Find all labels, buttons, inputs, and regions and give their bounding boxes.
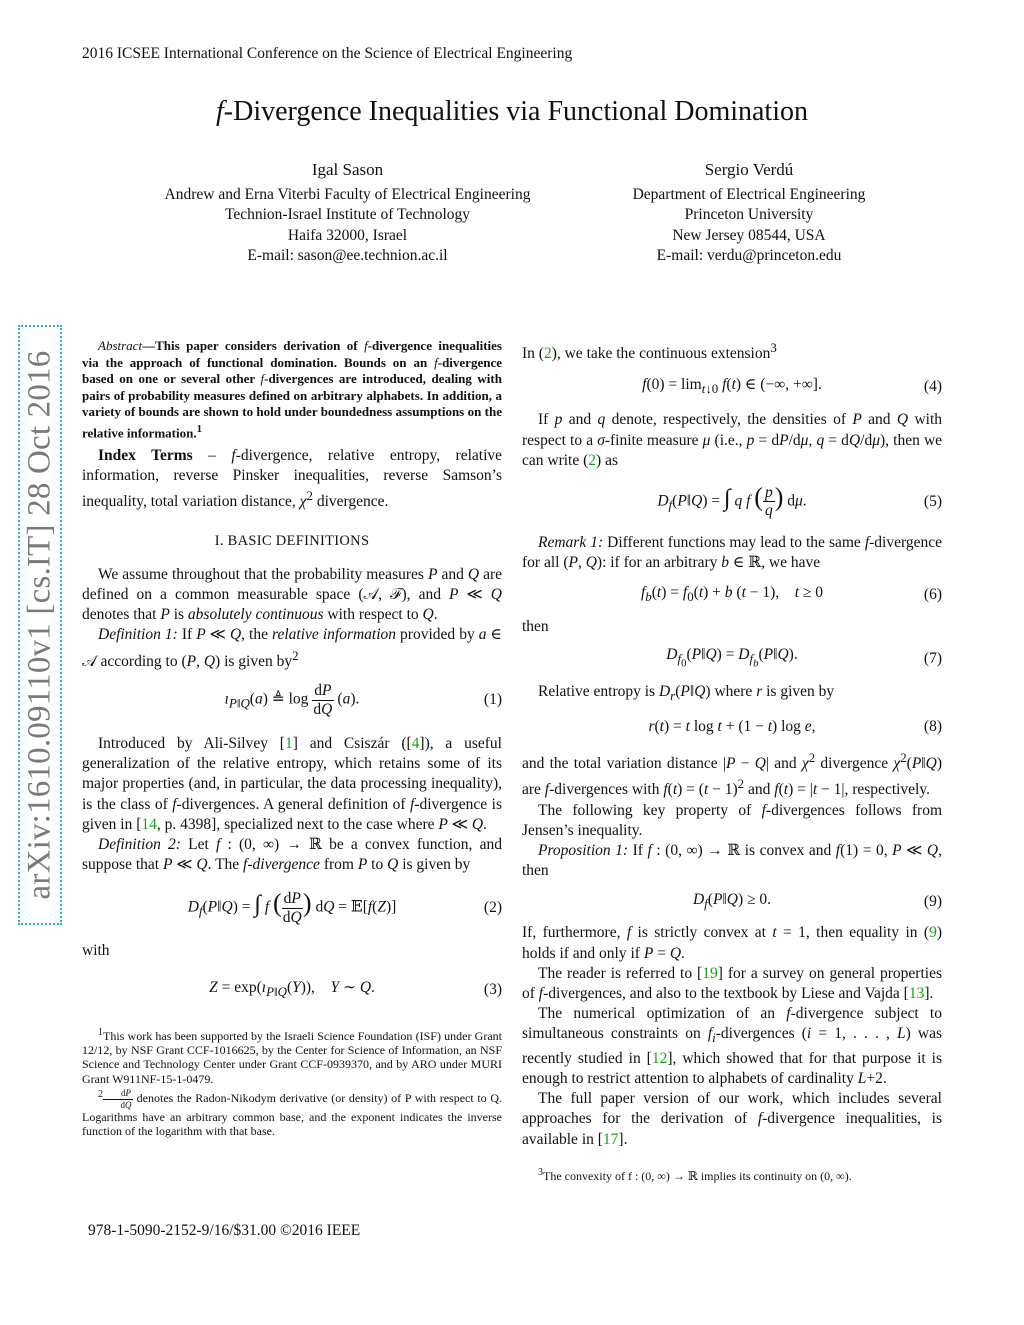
author-address: New Jersey 08544, USA — [672, 226, 826, 244]
equation-9: $D_f(P‖Q) \ge 0$. (9) — [692, 891, 942, 912]
remark-1: Remark 1: Different functions may lead to the same f-divergence for all (P, Q): if for an arbitrary b ∈ ℝ, we have — [522, 533, 942, 572]
right-column — [522, 338, 942, 1183]
section-heading: I. BASIC DEFINITIONS — [214, 532, 370, 549]
paragraph: and the total variation distance |P − Q| and $\chi^2$ divergence $\chi^2(P‖Q)$ are f-divergences with $f(t) = (t - 1)^2$ and f(t) = |t − 1|, respectively. — [522, 749, 943, 799]
author-affiliation: Technion-Israel Institute of Technology — [224, 206, 471, 223]
left-column — [82, 338, 502, 1138]
paragraph: We assume throughout that the probability measures P and Q are defined on a common measurable space (𝒜, ℱ), and P ≪ Q denotes that P is absolutely continuous with respect to Q. — [82, 565, 503, 624]
paragraph: The numerical optimization of an f-divergence subject to simultaneous constraints on $f_i$-divergences (i = 1, . . . , L) was recently studied in [12], which showed that for that purpose it is enough to restrict attention to alphabets of cardinality L+2. — [522, 1005, 943, 1087]
equation-number: (7) — [923, 650, 942, 668]
paragraph: If p and q denote, respectively, the densities of P and Q with respect to a σ-finite measure μ (i.e., p = dP/dμ, q = dQ/dμ), then we can write (2) as — [522, 411, 943, 469]
author-affiliation: Princeton University — [684, 206, 814, 223]
equation-1: $ı_{P‖Q}(a)$ ≜ log $\frac{dP}{dQ}$ (a). (1) — [224, 682, 502, 718]
definition-1: Definition 1: If P ≪ Q, the relative information provided by a ∈ 𝒜 according to (P, Q) is given $by^2$ — [82, 626, 502, 670]
paragraph: then — [522, 618, 549, 636]
equation-3: $Z = \exp(ı_{P‖Q}(Y))$, Y ∼ Q. (3) — [209, 978, 502, 999]
equation-number: (4) — [923, 378, 942, 396]
paragraph: In (2), we take the continuous extension$^3$ — [522, 340, 777, 363]
equation-number: (8) — [923, 717, 942, 735]
paragraph: The full paper version of our work, which includes several approaches for the derivation of f-divergence inequalities, is available in [17]. — [522, 1090, 942, 1148]
paper-title: f-Divergence Inequalities via Functional Domination — [216, 96, 808, 127]
author-block-verdu — [590, 160, 908, 267]
author-email: E-mail: sason@ee.technion.ac.il — [247, 247, 448, 264]
author-address: Haifa 32000, Israel — [287, 226, 408, 244]
author-name: Igal Sason — [311, 160, 384, 179]
equation-number: (2) — [483, 899, 502, 917]
equation-number: (6) — [923, 586, 942, 604]
equation-5: $D_f(P‖Q)$ = ∫ q f ( $\frac{p}{q}$ ) dμ. (5) — [657, 482, 942, 520]
conference-header: 2016 ICSEE International Conference on the Science of Electrical Engineering — [82, 45, 573, 62]
author-email: E-mail: verdu@princeton.edu — [656, 247, 842, 264]
paragraph: Relative entropy is $D_r(P‖Q)$ where r is given by — [538, 682, 835, 703]
index-terms: Index Terms – f-divergence, relative entropy, relative information, reverse Pinsker inequalities, reverse Samson’s inequality, total variation distance, $\chi^2$ divergence. — [82, 446, 503, 511]
proposition-1: Proposition 1: If f : (0, ∞) → ℝ is convex and f(1) = 0, P ≪ Q, then — [522, 842, 942, 880]
arxiv-stamp[interactable] — [18, 325, 62, 925]
author-affiliation: Department of Electrical Engineering — [632, 185, 866, 203]
footnote-1: $^1$This work has been supported by the Israeli Science Foundation (ISF) under Grant 12/12, by NSF Grant CCF-1016625, by the Center for Science of Information, an NSF Science and Technology Center under Grant CCF-0939370, and by ARO under MURI Grant W911NF-15-1-0479. — [82, 1026, 502, 1086]
definition-2: Definition 2: Let f : (0, ∞) → ℝ be a convex function, and suppose that P ≪ Q. The f-divergence from P to Q is given by — [82, 836, 502, 874]
paragraph: If, furthermore, f is strictly convex at t = 1, then equality in (9) holds if and only if P = Q. — [522, 924, 942, 962]
equation-number: (1) — [483, 690, 502, 708]
equation-number: (3) — [483, 980, 502, 998]
equation-7: $D_{f_0}(P‖Q)$ = $D_{f_b}(P‖Q)$. (7) — [666, 646, 942, 670]
equation-number: (5) — [923, 492, 942, 510]
footnote-2: $^2$ $\frac{dP}{dQ}$ denotes the Radon-Nikodym derivative (or density) of P with respect to Q. Logarithms have an arbitrary common base, and the exponent indicates the inverse function of the logarithm with that base. — [82, 1087, 502, 1138]
paragraph: Introduced by Ali-Silvey [1] and Csiszár ([4]), a useful generalization of the relative entropy, which retains some of its major properties (and, in particular, the data processing inequality), is the class of f-divergences. A general definition of f-divergence is given in [14, p. 4398], specialized next to the case where P ≪ Q. — [82, 735, 502, 833]
equation-number: (9) — [923, 893, 942, 911]
footnote-3: $^3$The convexity of f : (0, ∞) → ℝ implies its continuity on (0, ∞). — [538, 1166, 852, 1183]
author-name: Sergio Verdú — [704, 160, 794, 179]
abstract-label: Abstract — [98, 338, 143, 353]
equation-4: $f(0) = \lim_{t↓0} f(t)$ ∈ (−∞, +∞]. (4) — [642, 376, 942, 397]
equation-2: $D_f(P‖Q)$ = ∫ f ( $\frac{dP}{dQ}$ ) dQ = 𝔼[f(Z)] (2) — [187, 889, 502, 926]
paragraph: The reader is referred to [19] for a survey on general properties of f-divergences, and also to the textbook by Liese and Vajda [13]. — [522, 964, 942, 1003]
author-affiliation: Andrew and Erna Viterbi Faculty of Electrical Engineering — [164, 185, 531, 203]
abstract: Abstract—This paper considers derivation of f-divergence inequalities via the approach of functional domination. Bounds on an f-divergence based on one or several other f-divergences are introduced, dealing with pairs of probability measures defined on arbitrary alphabets. In addition, a variety of bounds are shown to hold under boundedness assumptions on the relative information.$^1$ — [82, 338, 502, 441]
equation-6: $f_b(t) = f_0(t) + b$ (t − 1), t ≥ 0 (6) — [640, 584, 942, 605]
author-block-sason — [140, 160, 555, 267]
isbn-footer: 978-1-5090-2152-9/16/$31.00 ©2016 IEEE — [88, 1222, 361, 1239]
paragraph: The following key property of f-divergences follows from Jensen’s inequality. — [522, 801, 942, 839]
arxiv-stamp-text: arXiv:1610.09110v1 [cs.IT] 28 Oct 2016 — [21, 350, 58, 900]
paragraph: with — [82, 942, 110, 960]
equation-8: r(t) = t log t + (1 − t) log e, (8) — [522, 706, 942, 748]
